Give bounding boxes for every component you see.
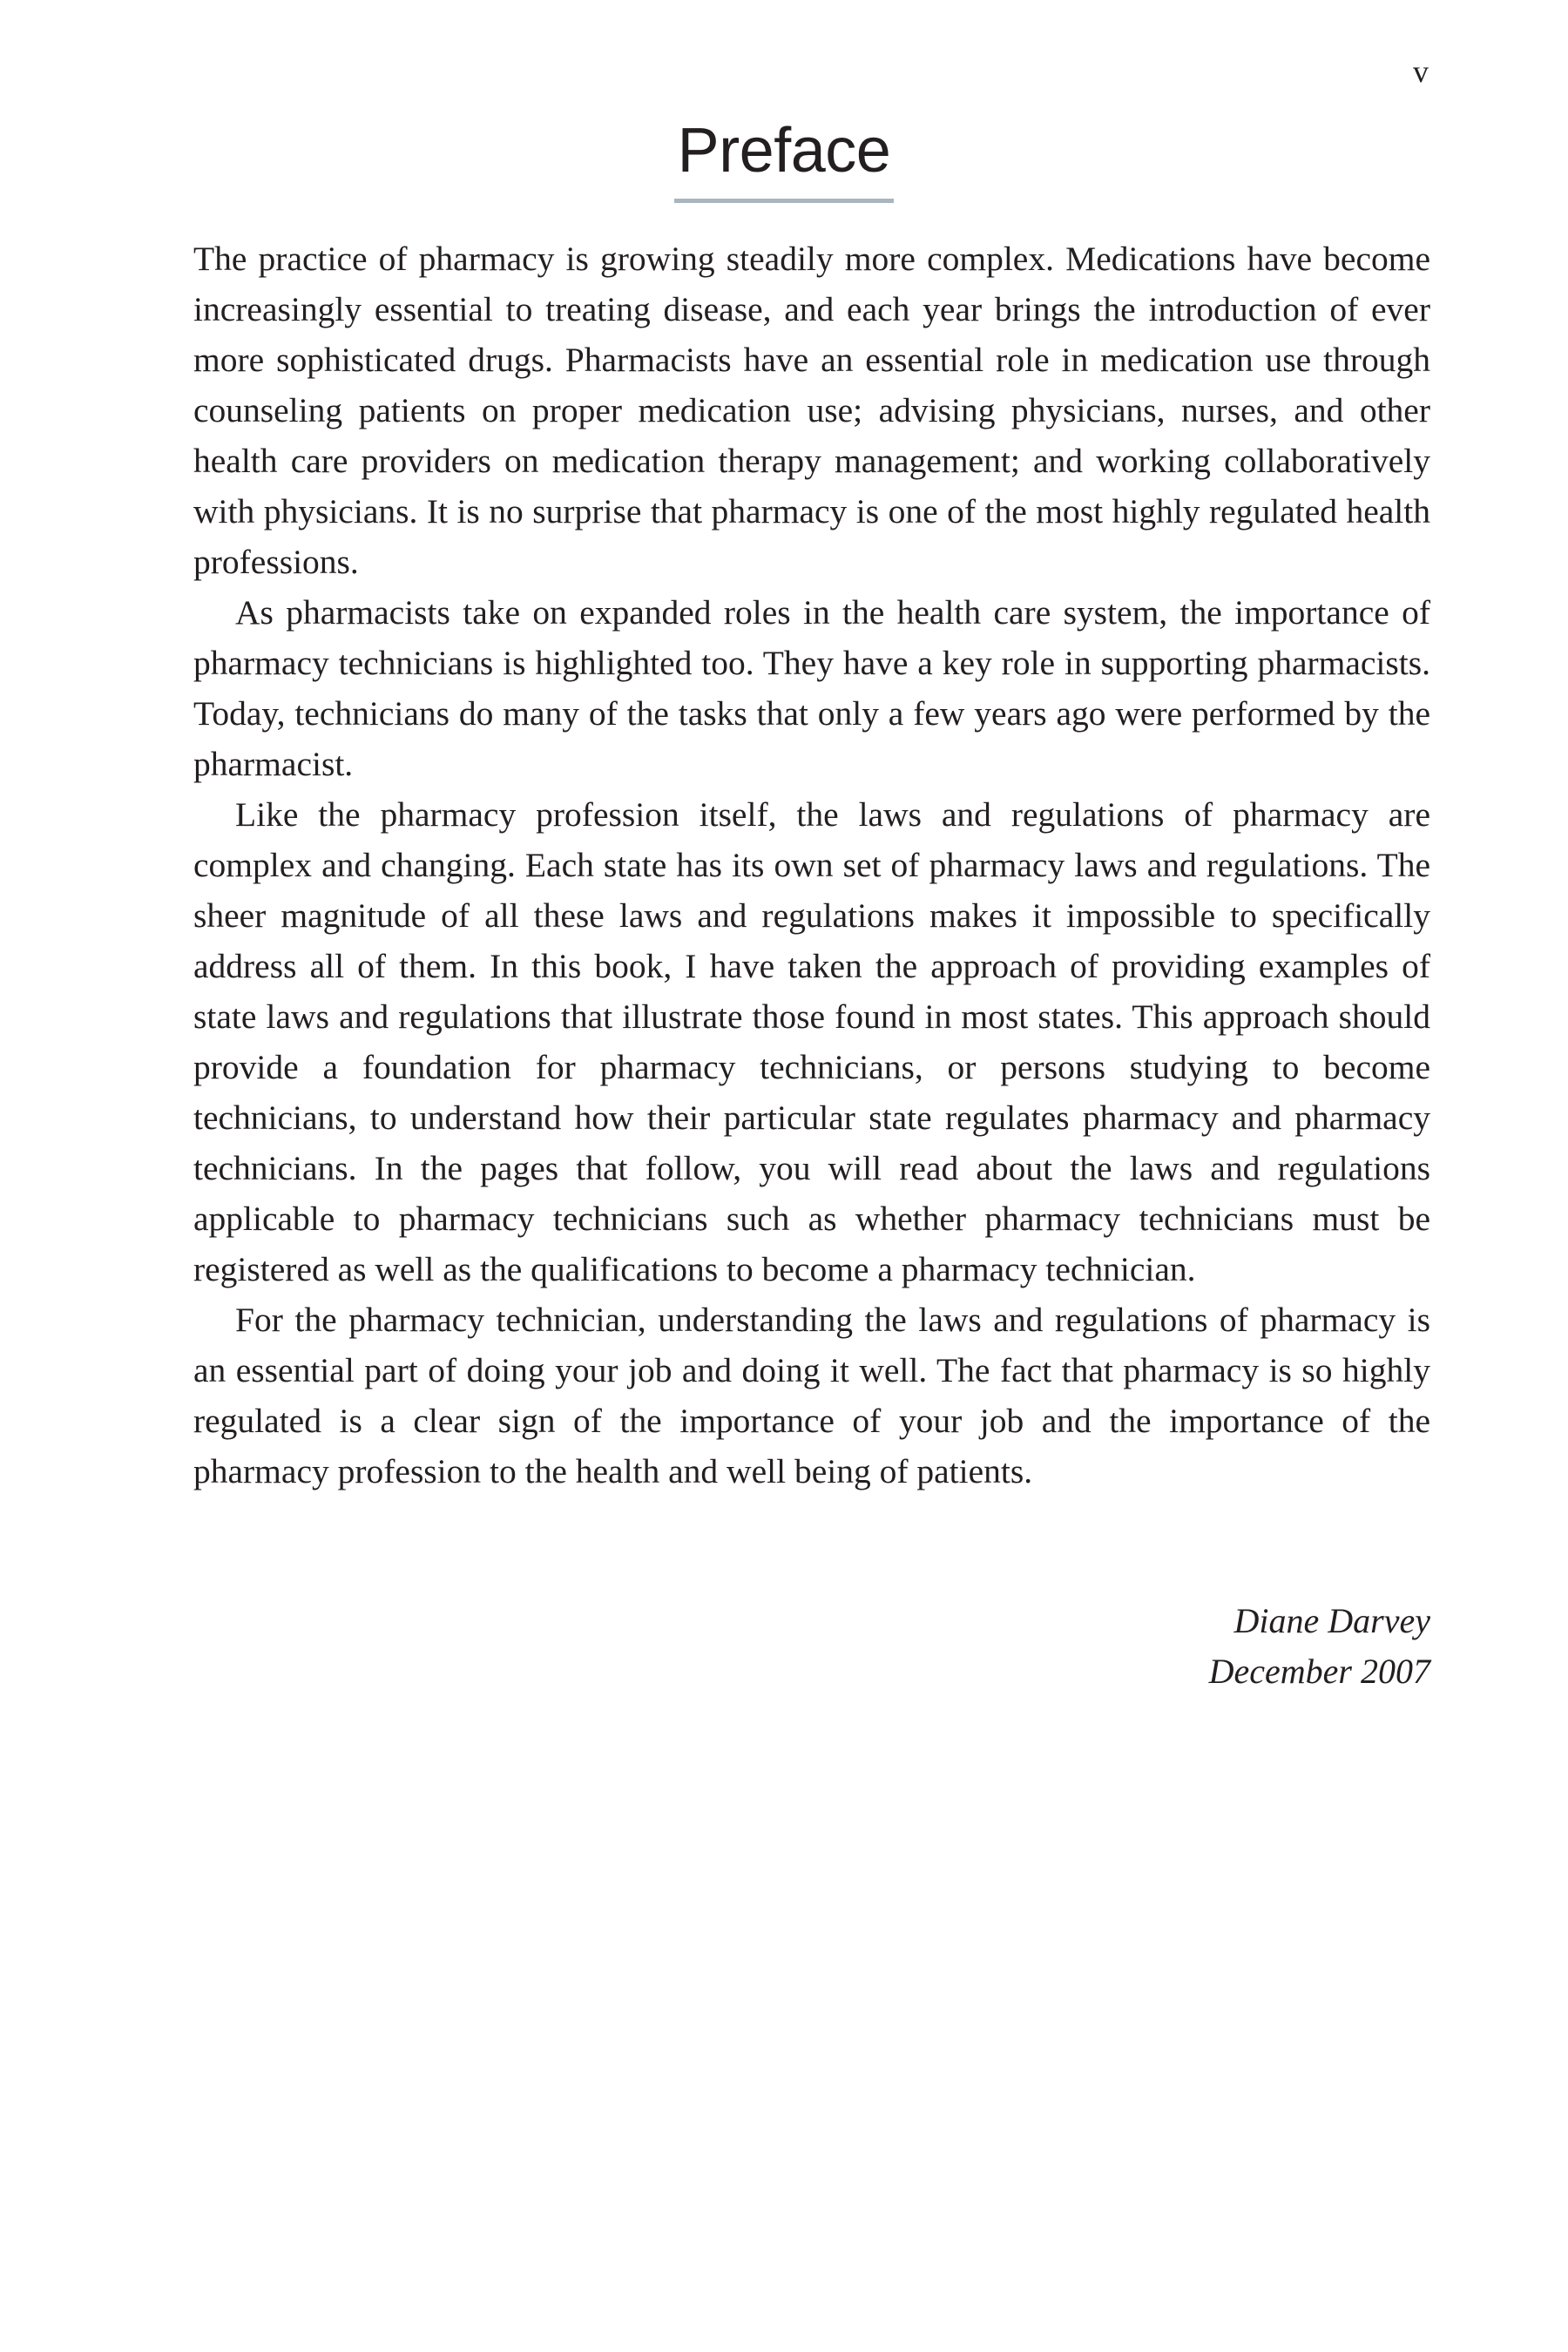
paragraph-1: The practice of pharmacy is growing steadily more complex. Medications have become increasingly essential to treating disease, and each year brings the introduction of ever more sophisticated drugs. Pharmacists have an essential role in medication use through counseling patients on proper medication use; advising physicians, nurses, and other health care providers on medication therapy management; and working collaboratively with physicians. It is no surprise that pharmacy is one of the most highly regulated health professions. <box>193 240 1430 581</box>
page-number: v <box>1413 54 1429 89</box>
signature-block <box>1209 1596 1430 1697</box>
paragraph-2: As pharmacists take on expanded roles in the health care system, the importance of pharmacy technicians is highlighted too. They have a key role in supporting pharmacists. Today, technicians do many of the tasks that only a few years ago were performed by the pharmacist. <box>193 593 1430 783</box>
page-title: Preface <box>674 113 895 203</box>
paragraph-4: For the pharmacy technician, understanding the laws and regulations of pharmacy is an essential part of doing your job and doing it well. The fact that pharmacy is so highly regulated is a clear sign of the importance of your job and the importance of the pharmacy profession to the health and well being of patients. <box>193 1301 1430 1490</box>
preface-body <box>193 233 1430 1497</box>
paragraph-3: Like the pharmacy profession itself, the laws and regulations of pharmacy are complex and changing. Each state has its own set of pharmacy laws and regulations. The sheer magnitude of all these laws and regulations makes it impossible to specifically address all of them. In this book, I have taken the approach of providing examples of state laws and regulations that illustrate those found in most states. This approach should provide a foundation for pharmacy technicians, or persons studying to become technicians, to understand how their particular state regulates pharmacy and pharmacy technicians. In the pages that follow, you will read about the laws and regulations applicable to pharmacy technicians such as whether pharmacy technicians must be registered as well as the qualifications to become a pharmacy technician. <box>193 795 1430 1288</box>
title-block <box>0 113 1568 203</box>
author-name: Diane Darvey <box>1233 1601 1430 1640</box>
signature-date: December 2007 <box>1208 1652 1430 1691</box>
